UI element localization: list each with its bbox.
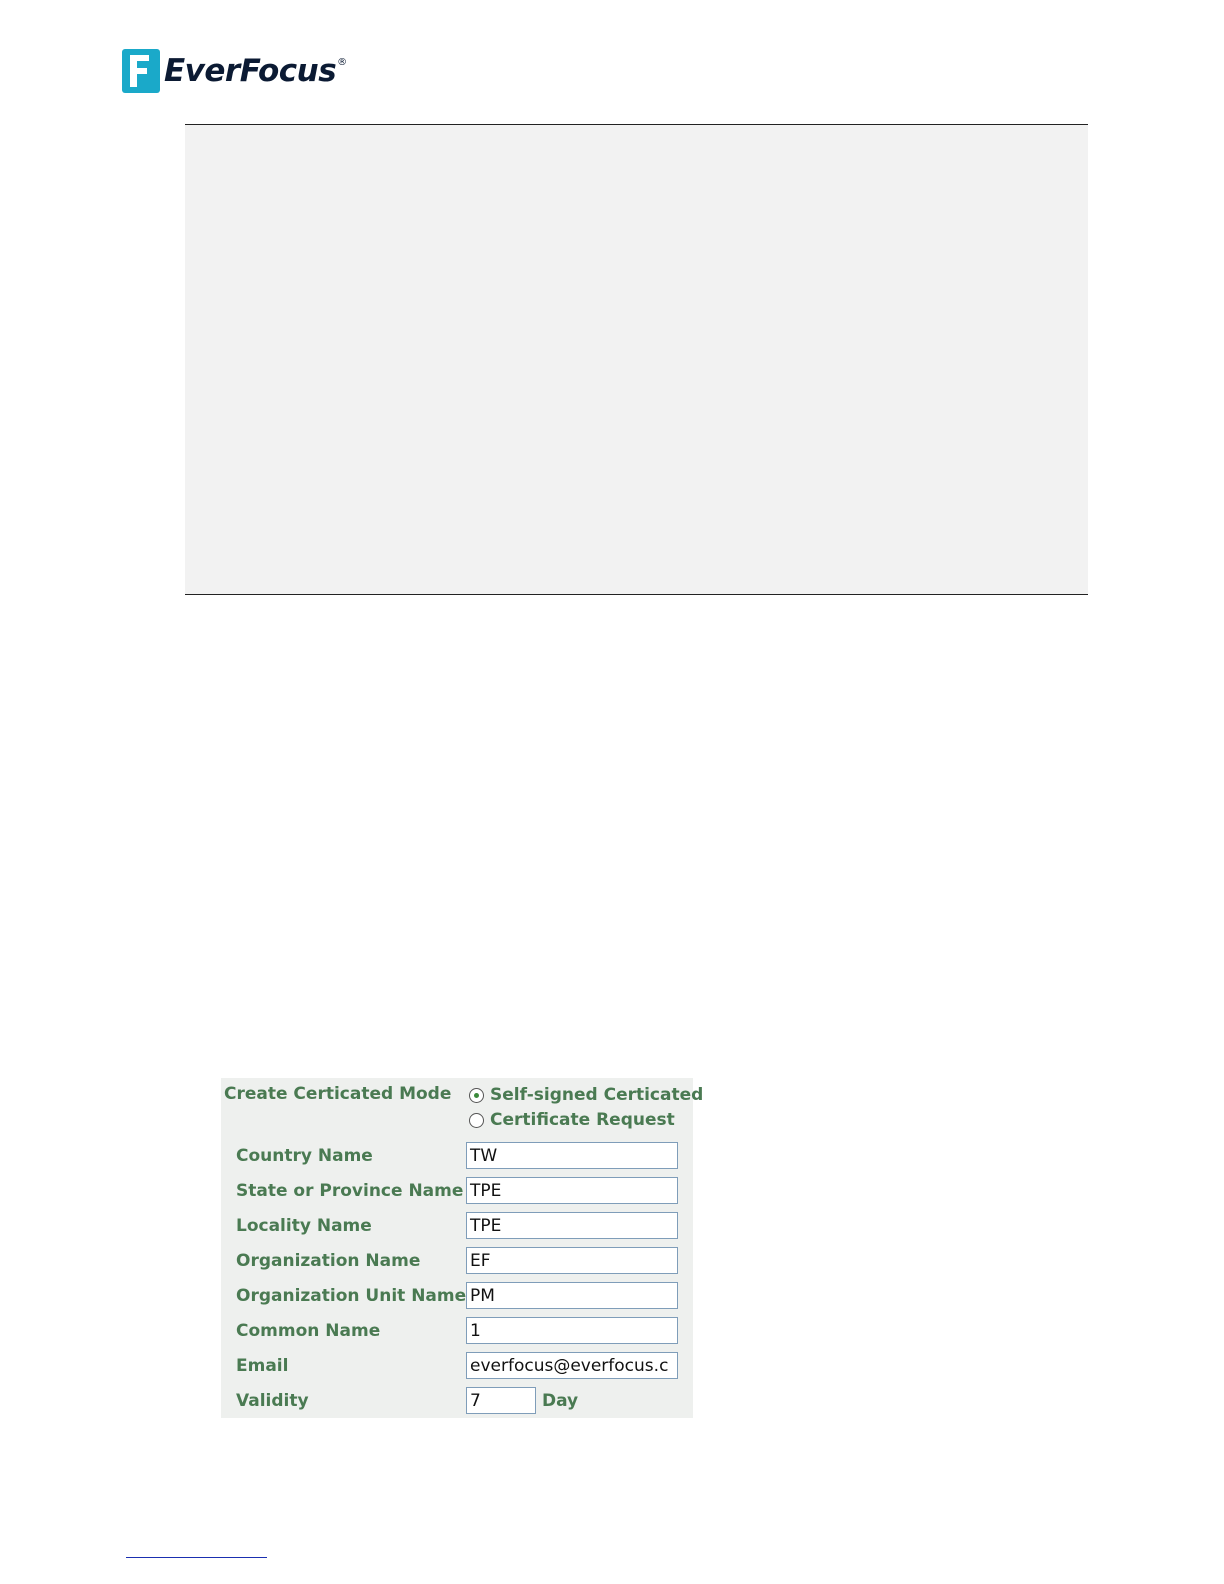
registered-mark: ®	[337, 57, 348, 68]
mode-option-self-signed[interactable]	[469, 1085, 703, 1105]
validity-input[interactable]: 7	[466, 1387, 536, 1414]
create-certificate-mode-label: Create Certicated Mode	[224, 1084, 452, 1104]
locality-name-row	[221, 1211, 693, 1241]
locality-name-label: Locality Name	[236, 1216, 372, 1236]
common-name-label: Common Name	[236, 1321, 381, 1341]
state-province-input[interactable]: TPE	[466, 1177, 678, 1204]
radio-selected-icon[interactable]	[469, 1088, 484, 1103]
country-name-input[interactable]: TW	[466, 1142, 678, 1169]
footer-link[interactable]	[126, 1557, 267, 1558]
mode-option-label: Self-signed Certicated	[490, 1085, 704, 1105]
validity-unit-label: Day	[542, 1391, 579, 1411]
organization-unit-row	[221, 1281, 693, 1311]
validity-label: Validity	[236, 1391, 309, 1411]
everfocus-logo	[122, 48, 347, 94]
note-panel	[185, 124, 1088, 595]
organization-unit-label: Organization Unit Name	[236, 1286, 467, 1306]
common-name-row	[221, 1316, 693, 1346]
country-name-label: Country Name	[236, 1146, 373, 1166]
email-row	[221, 1351, 693, 1381]
organization-name-row	[221, 1246, 693, 1276]
locality-name-input[interactable]: TPE	[466, 1212, 678, 1239]
mode-option-certificate-request[interactable]	[469, 1110, 675, 1130]
mode-option-label: Certificate Request	[490, 1110, 675, 1130]
certificate-form	[221, 1078, 704, 1418]
organization-name-input[interactable]: EF	[466, 1247, 678, 1274]
country-name-row	[221, 1141, 693, 1171]
common-name-input[interactable]: 1	[466, 1317, 678, 1344]
organization-name-label: Organization Name	[236, 1251, 421, 1271]
email-input[interactable]: everfocus@everfocus.c	[466, 1352, 678, 1379]
state-province-label: State or Province Name	[236, 1181, 464, 1201]
brand-name: EverFocus	[164, 53, 337, 89]
everfocus-logo-icon	[122, 49, 160, 93]
organization-unit-input[interactable]: PM	[466, 1282, 678, 1309]
radio-unselected-icon[interactable]	[469, 1113, 484, 1128]
state-province-row	[221, 1176, 693, 1206]
validity-row	[221, 1386, 693, 1416]
email-label: Email	[236, 1356, 289, 1376]
